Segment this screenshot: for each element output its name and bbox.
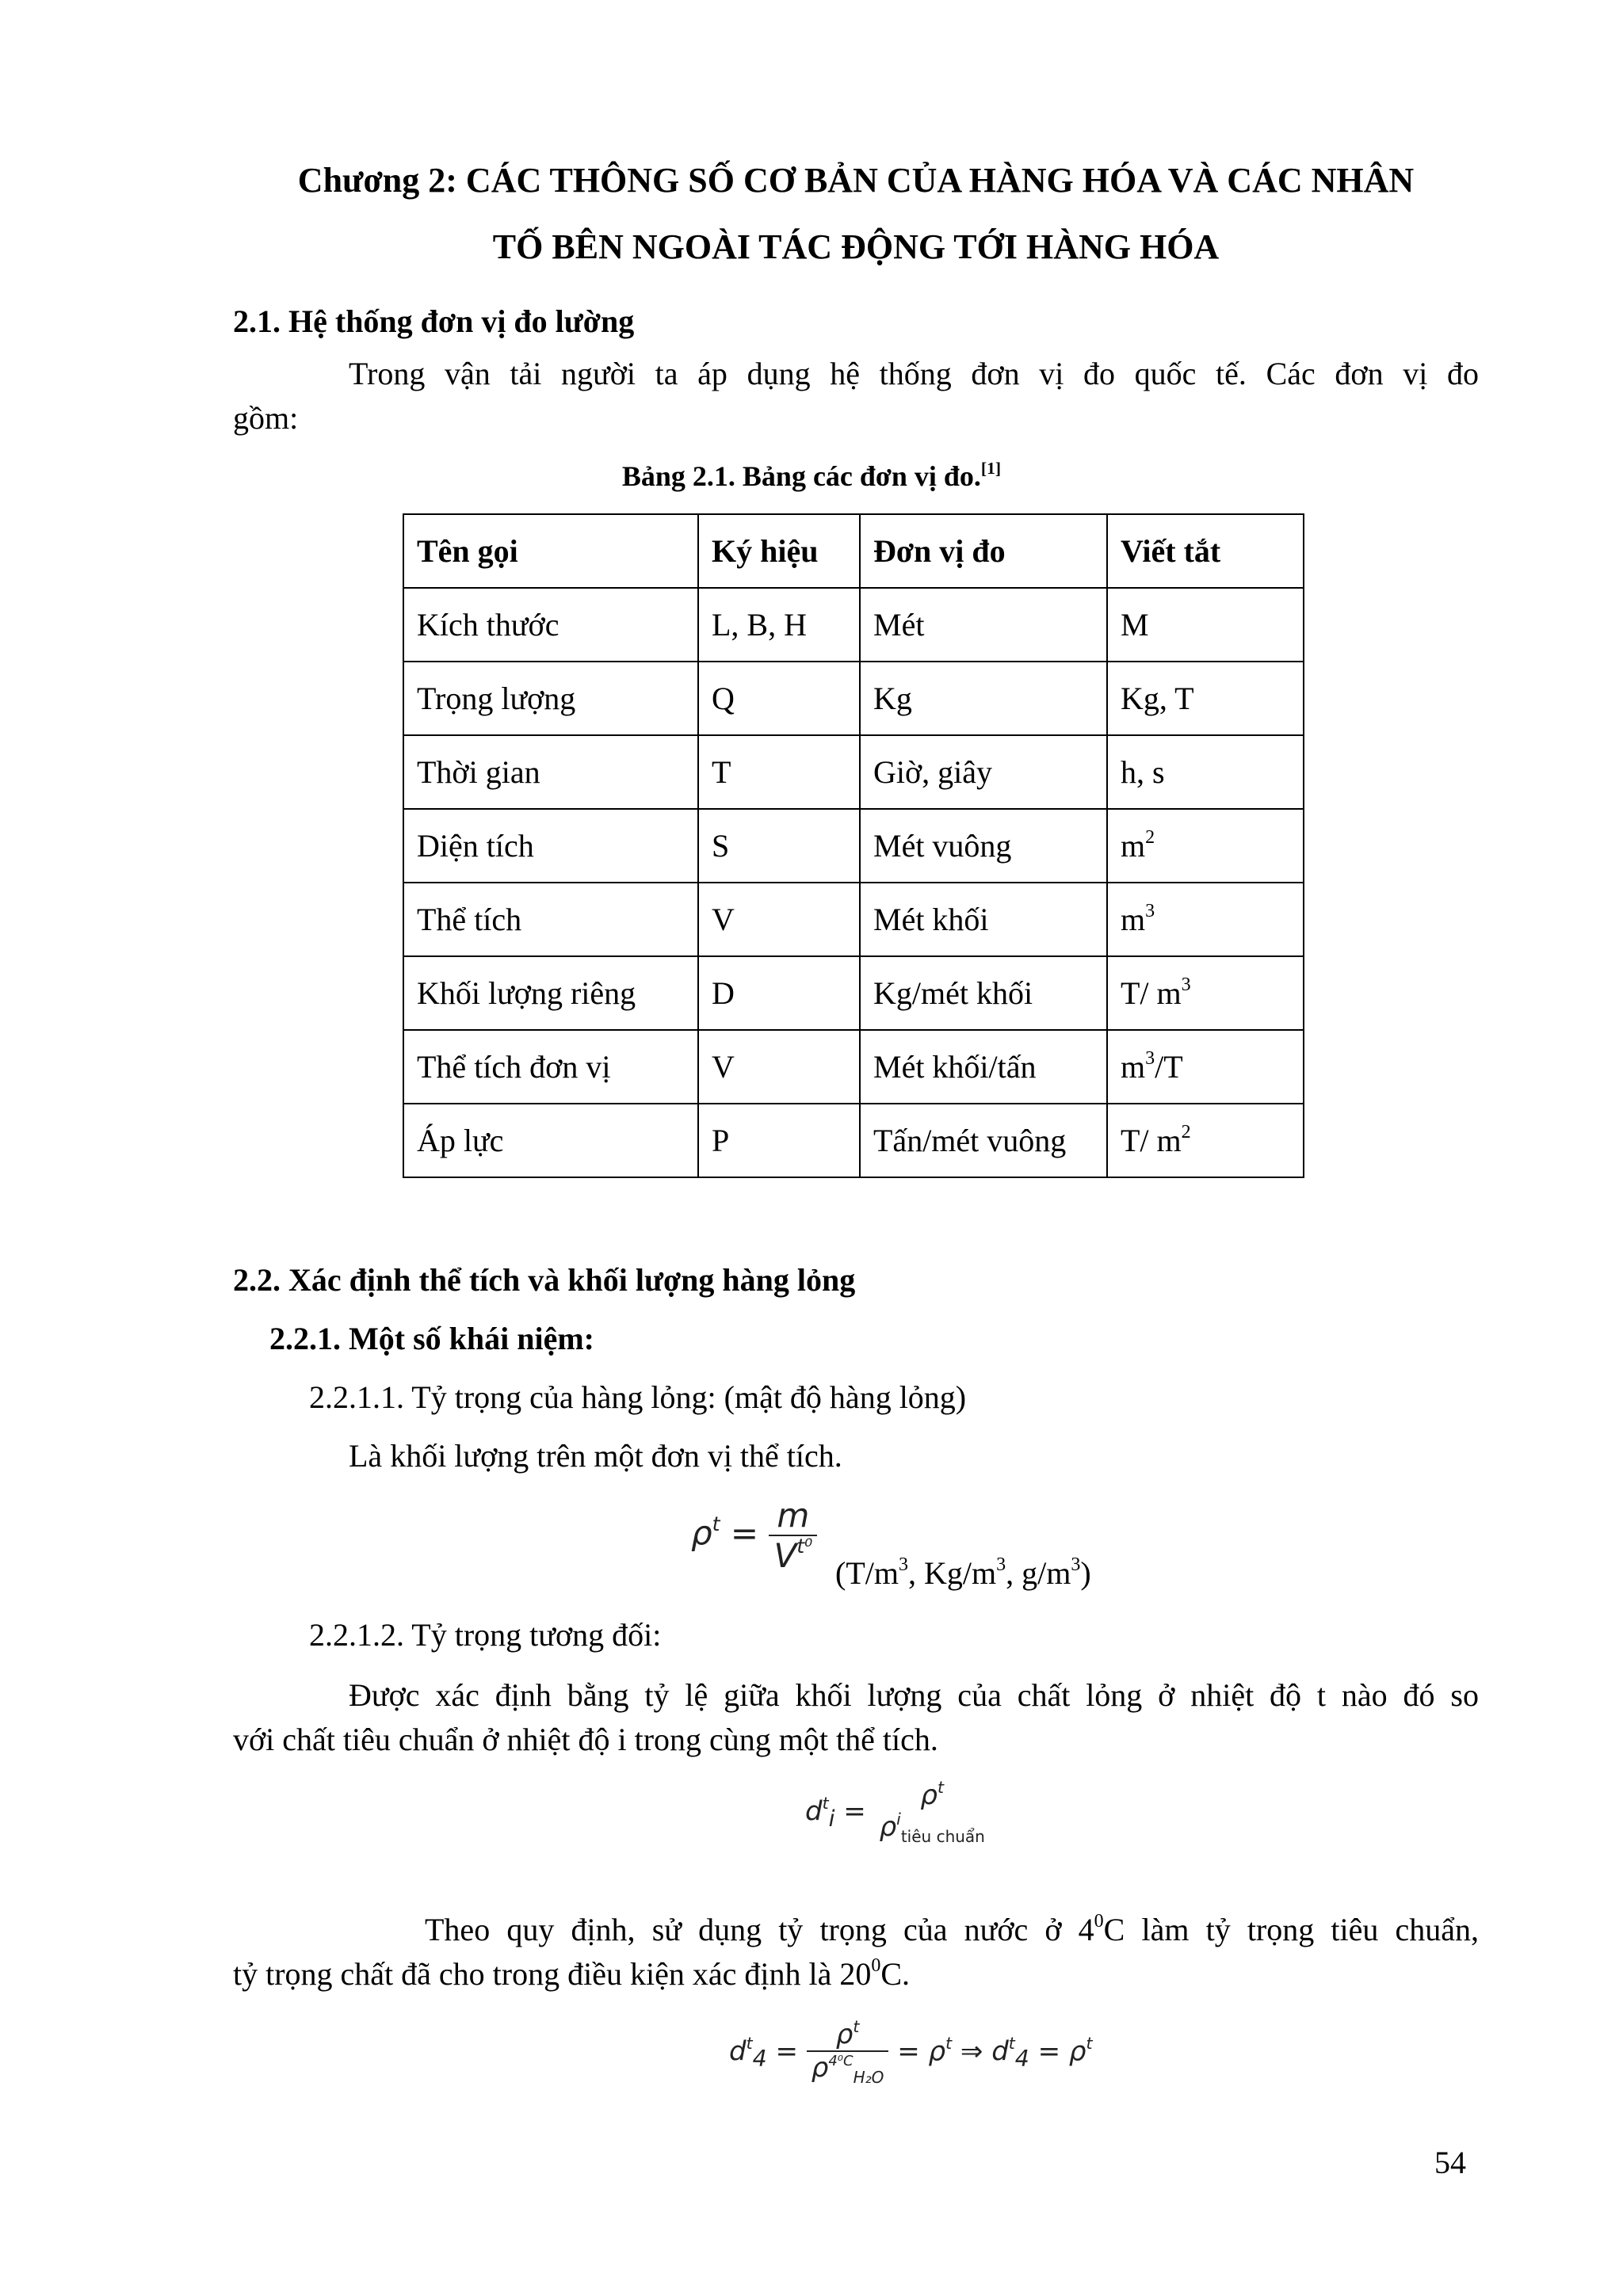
cell-symbol: V	[698, 883, 860, 956]
page-number: 54	[1434, 2145, 1466, 2180]
formula-density-fraction: $\frac{m}{V^{t^0}}$	[769, 1496, 817, 1575]
header-name: Tên gọi	[403, 514, 698, 588]
cell-abbr: $m^3/T$	[1107, 1030, 1304, 1104]
table-row	[403, 1104, 1304, 1177]
formula-relative-density: $d^t_i$ = $\rho^t$ $\rho^i_{tiêu chuẩn}$	[805, 1779, 990, 1846]
cell-unit: Mét khối	[860, 883, 1107, 956]
cell-symbol: T	[698, 735, 860, 809]
chapter-title	[222, 147, 1490, 280]
cell-name: Trọng lượng	[403, 662, 698, 735]
cell-symbol: L, B, H	[698, 588, 860, 662]
cell-symbol: D	[698, 956, 860, 1030]
cell-symbol: S	[698, 809, 860, 883]
chapter-title-line2: TỐ BÊN NGOÀI TÁC ĐỘNG TỚI HÀNG HÓA	[492, 227, 1220, 266]
header-symbol: Ký hiệu	[698, 514, 860, 588]
formula-relative-density-fraction: $\rho^t$ $\rho^i_{tiêu chuẩn}$	[879, 1777, 985, 1846]
cell-name: Thời gian	[403, 735, 698, 809]
cell-unit: Mét	[860, 588, 1107, 662]
table-caption	[0, 460, 1623, 493]
table-row	[403, 809, 1304, 883]
header-abbr: Viết tắt	[1107, 514, 1304, 588]
cell-unit: Giờ, giây	[860, 735, 1107, 809]
cell-name: Diện tích	[403, 809, 698, 883]
table-caption-ref: [1]	[980, 458, 1002, 478]
table-row	[403, 956, 1304, 1030]
cell-abbr: M	[1107, 588, 1304, 662]
table-row	[403, 883, 1304, 956]
cell-name: Kích thước	[403, 588, 698, 662]
formula-density-units: ($T/m^3$, $Kg/m^3$, $g/m^3$)	[835, 1554, 1091, 1591]
section-2-2-1-heading: 2.2.1. Một số khái niệm:	[269, 1321, 594, 1356]
cell-name: Thể tích	[403, 883, 698, 956]
item-2-2-1-2-text-line1: Được xác định bằng tỷ lệ giữa khối lượng của chất lỏng ở nhiệt độ t nào đó so	[349, 1677, 1479, 1713]
cell-abbr: Kg, T	[1107, 662, 1304, 735]
section-2-1-heading: 2.1. Hệ thống đơn vị đo lường	[233, 303, 635, 339]
formula-standard-density-fraction: $\frac{\rho^t}{\rho^{4^0C}_{H_2O}}$	[807, 2019, 889, 2087]
item-2-2-1-2-title: 2.2.1.2. Tỷ trọng tương đối:	[309, 1617, 662, 1653]
item-2-2-1-2-text-line2: với chất tiêu chuẩn ở nhiệt độ i trong cùng một thể tích.	[233, 1722, 938, 1757]
cell-name: Thể tích đơn vị	[403, 1030, 698, 1104]
cell-symbol: P	[698, 1104, 860, 1177]
units-table	[403, 513, 1304, 1178]
cell-unit: Tấn/mét vuông	[860, 1104, 1107, 1177]
cell-abbr: T/ $m^3$	[1107, 956, 1304, 1030]
table-row	[403, 735, 1304, 809]
cell-symbol: V	[698, 1030, 860, 1104]
cell-abbr: $m^3$	[1107, 883, 1304, 956]
formula-standard-density: $d^t_4$ = $\frac{\rho^t}{\rho^{4^0C}_{H_2O}}$ = $\rho^t$ ⇒ $d^t_4 = \rho^t$	[729, 2016, 1093, 2087]
table-caption-text: Bảng 2.1. Bảng các đơn vị đo.	[621, 460, 981, 492]
table-row	[403, 588, 1304, 662]
table-header-row	[403, 514, 1304, 588]
chapter-title-line1: Chương 2: CÁC THÔNG SỐ CƠ BẢN CỦA HÀNG HÓA VÀ CÁC NHÂN	[297, 161, 1415, 200]
cell-name: Áp lực	[403, 1104, 698, 1177]
cell-unit: Mét vuông	[860, 809, 1107, 883]
cell-unit: Kg	[860, 662, 1107, 735]
cell-name: Khối lượng riêng	[403, 956, 698, 1030]
item-2-2-1-1-text: Là khối lượng trên một đơn vị thể tích.	[349, 1438, 842, 1474]
section-2-2-heading: 2.2. Xác định thể tích và khối lượng hàng lỏng	[233, 1262, 856, 1298]
rule-line2: tỷ trọng chất đã cho trong điều kiện xác định là $20^0C$.	[233, 1955, 911, 1992]
header-unit: Đơn vị đo	[860, 514, 1107, 588]
formula-density: $\rho^t$ = $\frac{m}{V^{t^0}}$	[691, 1496, 817, 1575]
cell-unit: Mét khối/tấn	[860, 1030, 1107, 1104]
item-2-2-1-1-title: 2.2.1.1. Tỷ trọng của hàng lỏng: (mật độ hàng lỏng)	[309, 1379, 967, 1415]
section-2-1-intro-line1: Trong vận tải người ta áp dụng hệ thống đơn vị đo quốc tế. Các đơn vị đo	[349, 356, 1479, 391]
table-row	[403, 662, 1304, 735]
cell-abbr: h, s	[1107, 735, 1304, 809]
cell-unit: Kg/mét khối	[860, 956, 1107, 1030]
table-row	[403, 1030, 1304, 1104]
section-2-1-intro-line2: gồm:	[233, 400, 299, 436]
rule-line1: Theo quy định, sử dụng tỷ trọng của nước ở $4^0C$ làm tỷ trọng tiêu chuẩn,	[425, 1911, 1480, 1947]
cell-abbr: T/ $m^2$	[1107, 1104, 1304, 1177]
cell-abbr: $m^2$	[1107, 809, 1304, 883]
cell-symbol: Q	[698, 662, 860, 735]
